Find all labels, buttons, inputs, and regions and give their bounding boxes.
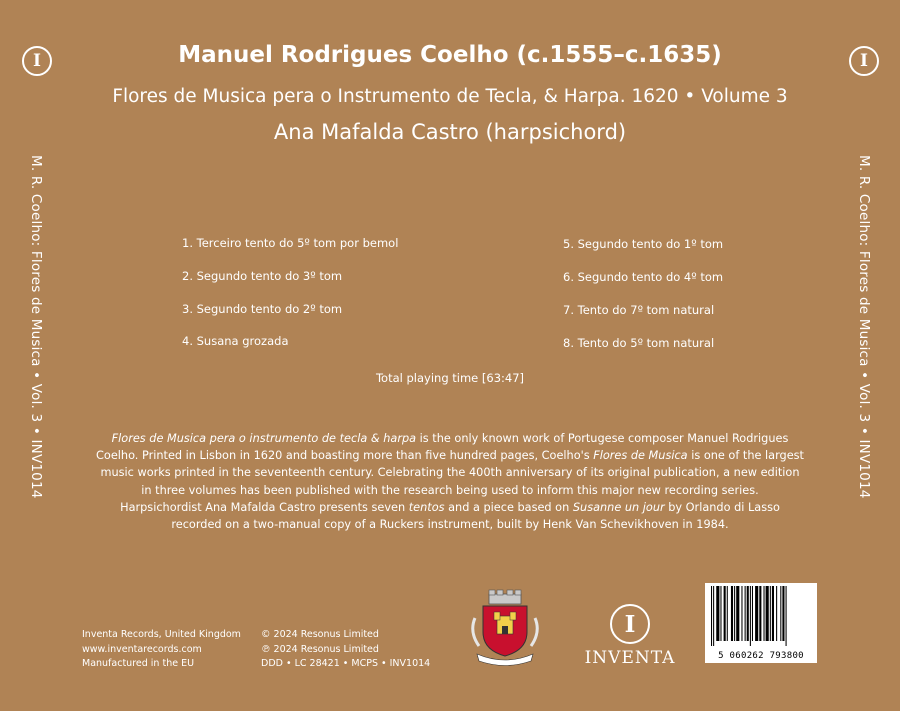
barcode-bar [752, 586, 753, 641]
footer-copyright-info [261, 628, 430, 672]
footer-line: Inventa Records, United Kingdom [82, 629, 241, 640]
barcode-bar [716, 586, 719, 641]
footer-website-link[interactable]: www.inventarecords.com [82, 643, 202, 655]
inventa-wordmark: INVENTA [584, 648, 676, 668]
barcode-bar [745, 586, 746, 641]
barcode-bar [759, 586, 761, 641]
barcode-bar [727, 586, 728, 641]
barcode-bar [747, 586, 749, 641]
track-item: 7. Tento do 7º tom natural [563, 303, 715, 317]
barcode-bars-icon [705, 586, 817, 652]
album-subtitle: Flores de Musica pera o Instrumento de Tecla, & Harpa. 1620 • Volume 3 [112, 86, 788, 107]
logo-letter: I [860, 51, 868, 71]
spine-left: M. R. Coelho: Flores de Musica • Vol. 3 • INV1014 [28, 155, 44, 499]
track-item: 5. Segundo tento do 1º tom [563, 237, 724, 251]
text-run: is the only known work of Portugese composer Manuel Rodrigues Coelho. Printed in Lisbon in 1620 and boasting more than five hundred pages, Coelho's [96, 432, 789, 463]
album-artist: Ana Mafalda Castro (harpsichord) [273, 120, 627, 144]
barcode-bar [711, 586, 712, 646]
inventa-brand-logo [582, 604, 678, 670]
italic-title: Susanne un jour [572, 500, 665, 514]
album-title: Manuel Rodrigues Coelho (c.1555–c.1635) [178, 42, 722, 68]
track-item: 2. Segundo tento do 3º tom [182, 269, 343, 283]
text-run: by Orlando di Lasso recorded on a two-manual copy of a Ruckers instrument, built by Henk Van Schevikhoven in 1984. [171, 500, 780, 532]
footer-line: Manufactured in the EU [82, 658, 195, 669]
coat-of-arms-icon [467, 588, 543, 668]
italic-title: Flores de Musica [593, 449, 688, 463]
text-run: and a piece based on [444, 500, 573, 514]
track-item: 8. Tento do 5º tom natural [563, 336, 715, 350]
italic-title: Flores de Musica pera o instrumento de tecla & harpa [111, 432, 417, 445]
barcode-bar [731, 586, 733, 641]
track-item: 1. Terceiro tento do 5º tom por bemol [182, 236, 399, 250]
spine-right: M. R. Coelho: Flores de Musica • Vol. 3 • INV1014 [856, 155, 872, 499]
barcode-bar [720, 586, 721, 641]
barcode-bar [736, 586, 739, 641]
barcode-bar [772, 586, 774, 641]
barcode-bar [782, 586, 784, 641]
barcode-bar [786, 586, 787, 646]
description-paragraph-2 [95, 499, 805, 533]
track-item: 6. Segundo tento do 4º tom [563, 270, 724, 284]
footer-line: ℗ 2024 Resonus Limited [261, 643, 379, 655]
barcode-bar [776, 586, 777, 641]
footer-label-info [82, 628, 241, 672]
logo-letter: I [624, 610, 636, 638]
barcode-bar [764, 586, 765, 641]
track-item: 4. Susana grozada [182, 334, 289, 348]
barcode-digits: 5 060262 793800 [718, 651, 804, 661]
track-item: 3. Segundo tento do 2º tom [182, 302, 343, 316]
text-run: is one of the largest music works printed in the seventeenth century. Celebrating the 400th anniversary of its original publication, a new edition in three volumes has been published with the research being used to inform this major new recording series. [100, 449, 804, 497]
footer-line: DDD • LC 28421 • MCPS • INV1014 [261, 658, 431, 669]
footer-line: © 2024 Resonus Limited [261, 629, 379, 640]
description-paragraph-1 [95, 430, 805, 499]
barcode-bar [770, 586, 771, 641]
barcode-bar [766, 586, 769, 641]
text-run: Harpsichordist Ana Mafalda Castro presents seven [120, 500, 409, 514]
logo-letter: I [33, 51, 41, 71]
barcode [705, 583, 817, 663]
barcode-bar [741, 586, 742, 641]
barcode-bar [724, 586, 726, 641]
barcode-bar [750, 586, 751, 646]
barcode-bar [734, 586, 735, 641]
barcode-bar [713, 586, 714, 646]
inventa-i-icon [610, 604, 650, 644]
total-playing-time: Total playing time [63:47] [375, 371, 525, 385]
barcode-bar [755, 586, 758, 641]
album-description [95, 430, 805, 533]
barcode-bar [780, 586, 781, 641]
italic-term: tentos [408, 500, 445, 514]
